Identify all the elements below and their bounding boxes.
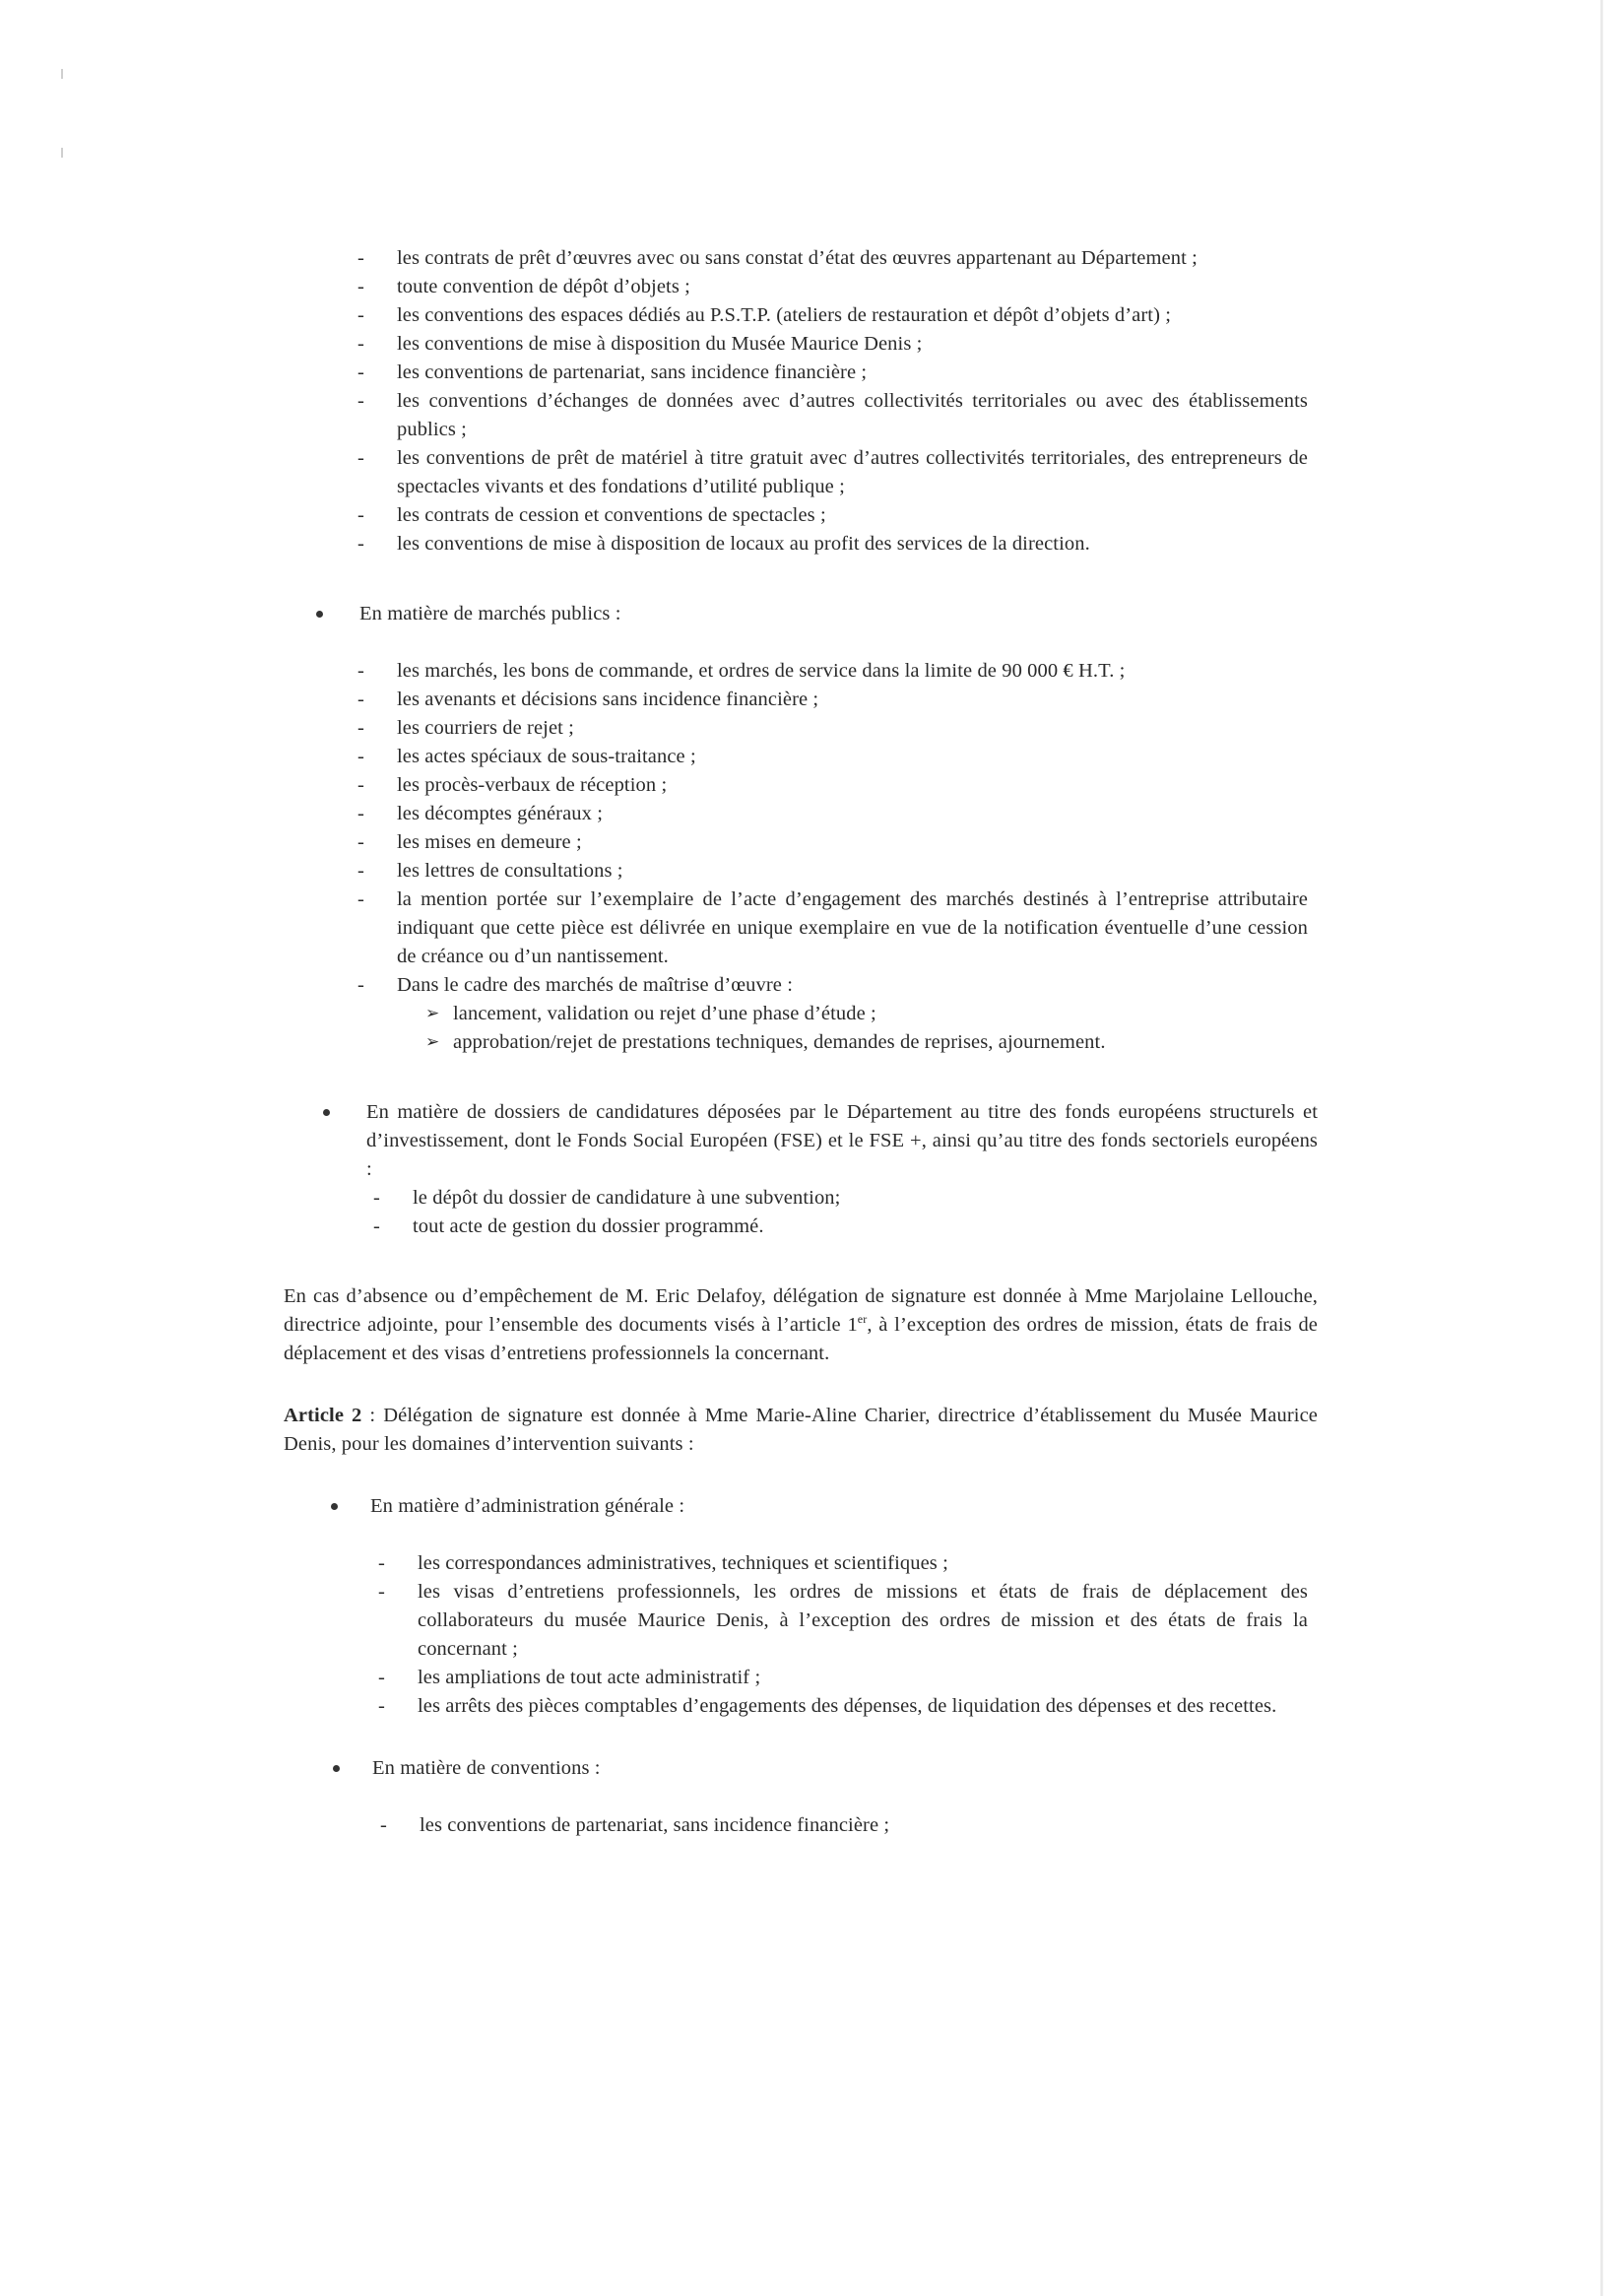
list-item: - les visas d’entretiens professionnels, les ordres de missions et états de frais de déplacement des collaborateurs du musée Maurice Denis, à l’exception des ordres de mission et des états de frais la concernant ;	[418, 1578, 1318, 1664]
list-item: - les lettres de consultations ;	[397, 857, 1318, 886]
admin-heading: En matière d’administration générale :	[284, 1492, 1318, 1521]
fonds-list	[413, 1184, 1318, 1241]
list-item: - le dépôt du dossier de candidature à une subvention;	[413, 1184, 1318, 1213]
moe-sublist	[453, 1000, 1318, 1057]
list-item: - les conventions des espaces dédiés au P.S.T.P. (ateliers de restauration et dépôt d’objets d’art) ;	[397, 301, 1318, 330]
article-label: Article 2	[284, 1405, 362, 1426]
admin-list	[418, 1549, 1318, 1721]
bullet-icon	[331, 1503, 338, 1510]
bullet-icon	[316, 611, 323, 618]
scan-speck	[61, 69, 63, 79]
absence-paragraph: En cas d’absence ou d’empêchement de M. Eric Delafoy, délégation de signature est donnée à Mme Marjolaine Lellouche, directrice adjointe, pour l’ensemble des documents visés à l’article 1er, à l’exception des ordres de mission, états de frais de déplacement et des visas d’entretiens professionnels la concernant.	[284, 1285, 1318, 1364]
fonds-heading: En matière de dossiers de candidatures déposées par le Département au titre des fonds européens structurels et d’investissement, dont le Fonds Social Européen (FSE) et le FSE +, ainsi qu’au titre des fonds sectoriels européens :	[284, 1098, 1318, 1184]
list-item: - les conventions de partenariat, sans incidence financière ;	[397, 359, 1318, 387]
list-item: - les conventions de mise à disposition du Musée Maurice Denis ;	[397, 330, 1318, 359]
list-item: - les arrêts des pièces comptables d’engagements des dépenses, de liquidation des dépenses et des recettes.	[418, 1692, 1318, 1721]
list-item: - toute convention de dépôt d’objets ;	[397, 273, 1318, 301]
list-item: - les procès-verbaux de réception ;	[397, 771, 1318, 800]
sub-list-item: ➢ lancement, validation ou rejet d’une phase d’étude ;	[453, 1000, 1318, 1028]
bullet-icon	[333, 1765, 340, 1772]
list-item: - les contrats de prêt d’œuvres avec ou sans constat d’état des œuvres appartenant au Département ;	[397, 244, 1318, 273]
list-item: - les conventions de mise à disposition de locaux au profit des services de la direction.	[397, 530, 1318, 558]
article-2-paragraph: Article 2 : Délégation de signature est donnée à Mme Marie-Aline Charier, directrice d’établissement du Musée Maurice Denis, pour les domaines d’intervention suivants :	[284, 1405, 1318, 1455]
scan-speck	[61, 148, 63, 158]
list-item: - Dans le cadre des marchés de maîtrise d’œuvre :	[397, 971, 1318, 1000]
list-item: - les contrats de cession et conventions de spectacles ;	[397, 501, 1318, 530]
list-item: - les conventions de prêt de matériel à titre gratuit avec d’autres collectivités territoriales, des entrepreneurs de spectacles vivants et des fondations d’utilité publique ;	[397, 444, 1318, 501]
list-item: - les courriers de rejet ;	[397, 714, 1318, 743]
list-item: - les mises en demeure ;	[397, 828, 1318, 857]
bullet-icon	[323, 1109, 330, 1116]
list-item: - les correspondances administratives, techniques et scientifiques ;	[418, 1549, 1318, 1578]
marches-heading: En matière de marchés publics :	[284, 600, 1318, 628]
list-item: - la mention portée sur l’exemplaire de l’acte d’engagement des marchés destinés à l’entreprise attributaire indiquant que cette pièce est délivrée en unique exemplaire en vue de la notification éventuelle d’une cession de créance ou d’un nantissement.	[397, 886, 1318, 971]
conventions-heading: En matière de conventions :	[284, 1754, 1318, 1783]
list-item: - les conventions de partenariat, sans incidence financière ;	[420, 1811, 1318, 1840]
conventions-list	[420, 1811, 1318, 1840]
list-item: - tout acte de gestion du dossier programmé.	[413, 1213, 1318, 1241]
list-item: - les marchés, les bons de commande, et ordres de service dans la limite de 90 000 € H.T. ;	[397, 657, 1318, 686]
list-item: - les conventions d’échanges de données avec d’autres collectivités territoriales ou avec des établissements publics ;	[397, 387, 1318, 444]
list-item: - les avenants et décisions sans incidence financière ;	[397, 686, 1318, 714]
document-body	[284, 244, 1318, 1840]
scan-edge	[1600, 0, 1603, 2296]
list-item: - les actes spéciaux de sous-traitance ;	[397, 743, 1318, 771]
list-item: - les ampliations de tout acte administratif ;	[418, 1664, 1318, 1692]
marches-list	[397, 657, 1318, 1000]
list-item: - les décomptes généraux ;	[397, 800, 1318, 828]
sub-list-item: ➢ approbation/rejet de prestations techniques, demandes de reprises, ajournement.	[453, 1028, 1318, 1057]
section1-list	[397, 244, 1318, 558]
